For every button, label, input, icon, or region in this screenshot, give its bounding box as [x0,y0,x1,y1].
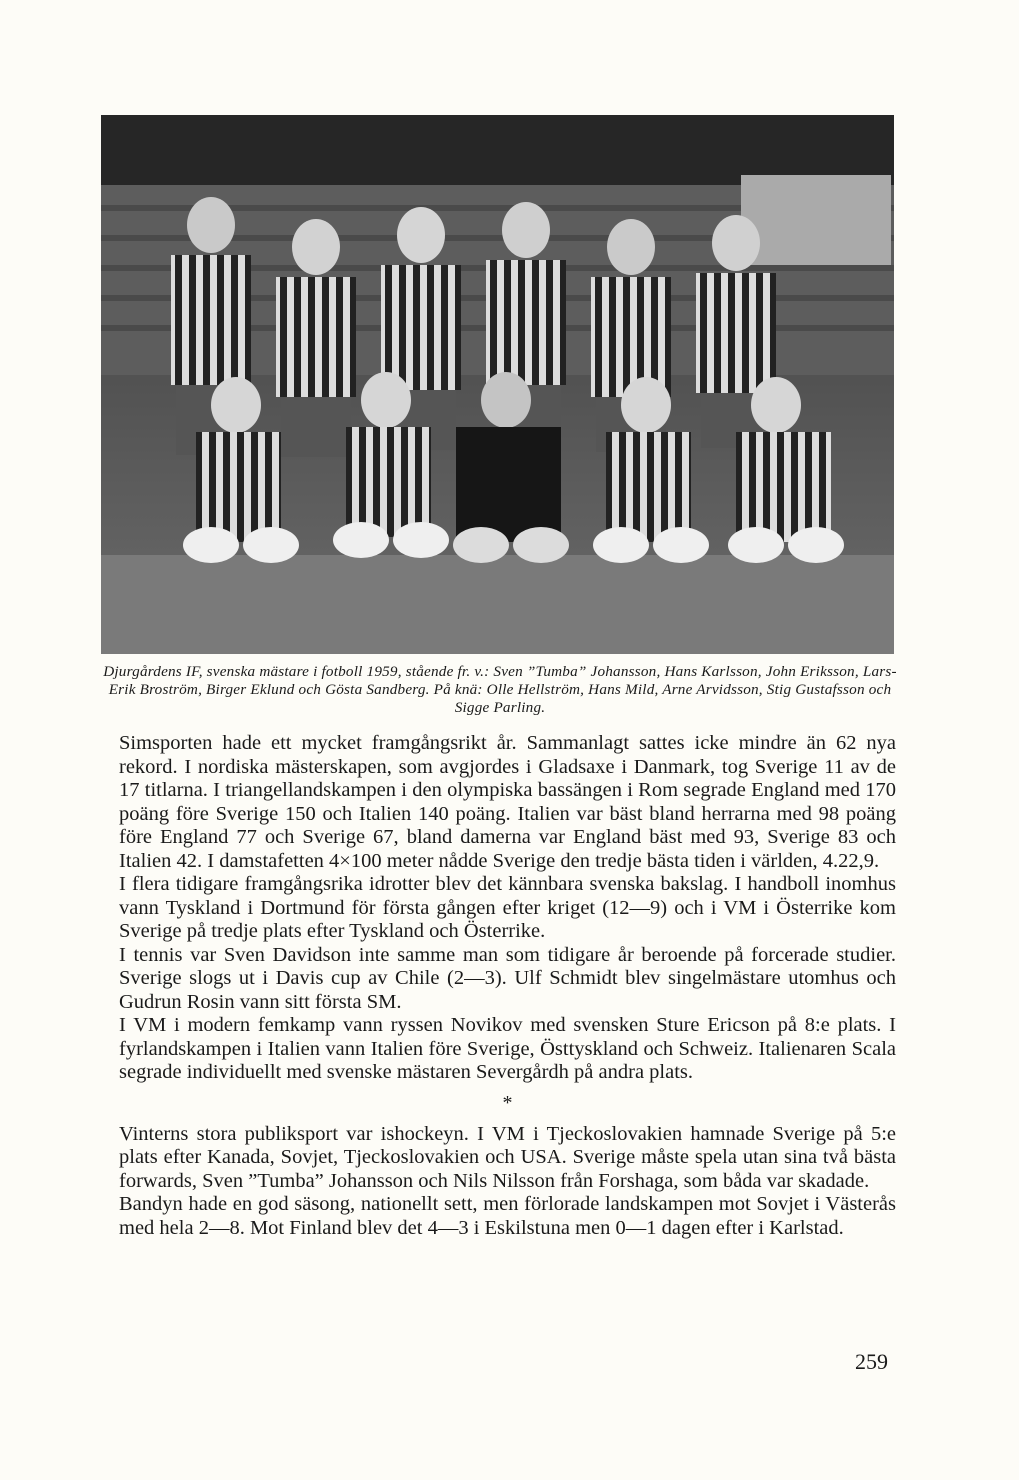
photo-caption: Djurgårdens IF, svenska mästare i fotboll 1959, stående fr. v.: Sven ”Tumba” Johansson, Hans Karlsson, John Eriksson, Lars-Erik Broström, Birger Eklund och Gösta Sandberg. På knä: Olle Hellström, Hans Mild, Arne Arvidsson, Stig Gustafsson och Sigge Parling. [103,663,897,716]
team-photo-illustration [101,115,894,654]
paragraph: I flera tidigare framgångsrika idrotter blev det kännbara svenska bakslag. I handboll inomhus vann Tyskland i Dortmund för första gången efter kriget (12—9) och i VM i Österrike kom Sverige på tredje plats efter Tyskland och Österrike. [119,873,896,942]
paragraph: Bandyn hade en god säsong, nationellt sett, men förlorade landskampen mot Sovjet i Västerås med hela 2—8. Mot Finland blev det 4—3 i Eskilstuna men 0—1 dagen efter i Karlstad. [119,1193,896,1239]
section-separator: * [502,1091,513,1114]
paragraph: Vinterns stora publiksport var ishockeyn. I VM i Tjeckoslovakien hamnade Sverige på 5:e plats efter Kanada, Sovjet, Tjeckoslovakien och USA. Sverige måste spela utan sina två bästa forwards, Sven ”Tumba” Johansson och Nils Nilsson från Forshaga, som båda var skadade. [119,1122,896,1192]
paragraph: I VM i modern femkamp vann ryssen Novikov med svensken Sture Ericson på 8:e plats. I fyrlandskampen i Italien vann Italien före Sverige, Östtyskland och Schweiz. Italienaren Scala segrade individuellt med svenske mästaren Severgårdh på andra plats. [119,1014,896,1083]
paragraph: I tennis var Sven Davidson inte samme man som tidigare år beroende på forcerade studier. Sverige slogs ut i Davis cup av Chile (2—3). Ulf Schmidt blev singelmästare utomhus och Gudrun Rosin vann sitt första SM. [119,943,896,1013]
paragraph: Simsporten hade ett mycket framgångsrikt år. Sammanlagt sattes icke mindre än 62 nya rekord. I nordiska mästerskapen, som avgjordes i Gladsaxe i Danmark, tog Sverige 11 av de 17 titlarna. I triangellandskampen i den olympiska bassängen i Rom segrade England med 170 poäng före Sverige 150 och Italien 140 poäng. Italien var bäst bland herrarna med 98 poäng före England 77 och Sverige 67, bland damerna var England bäst med 93, Sverige 83 och Italien 42. I damstafetten 4×100 meter nådde Sverige den tredje bästa tiden i världen, 4.22,9. [119,732,896,872]
team-photo [101,115,894,654]
article-body [119,732,896,1240]
page-number: 259 [855,1349,888,1374]
